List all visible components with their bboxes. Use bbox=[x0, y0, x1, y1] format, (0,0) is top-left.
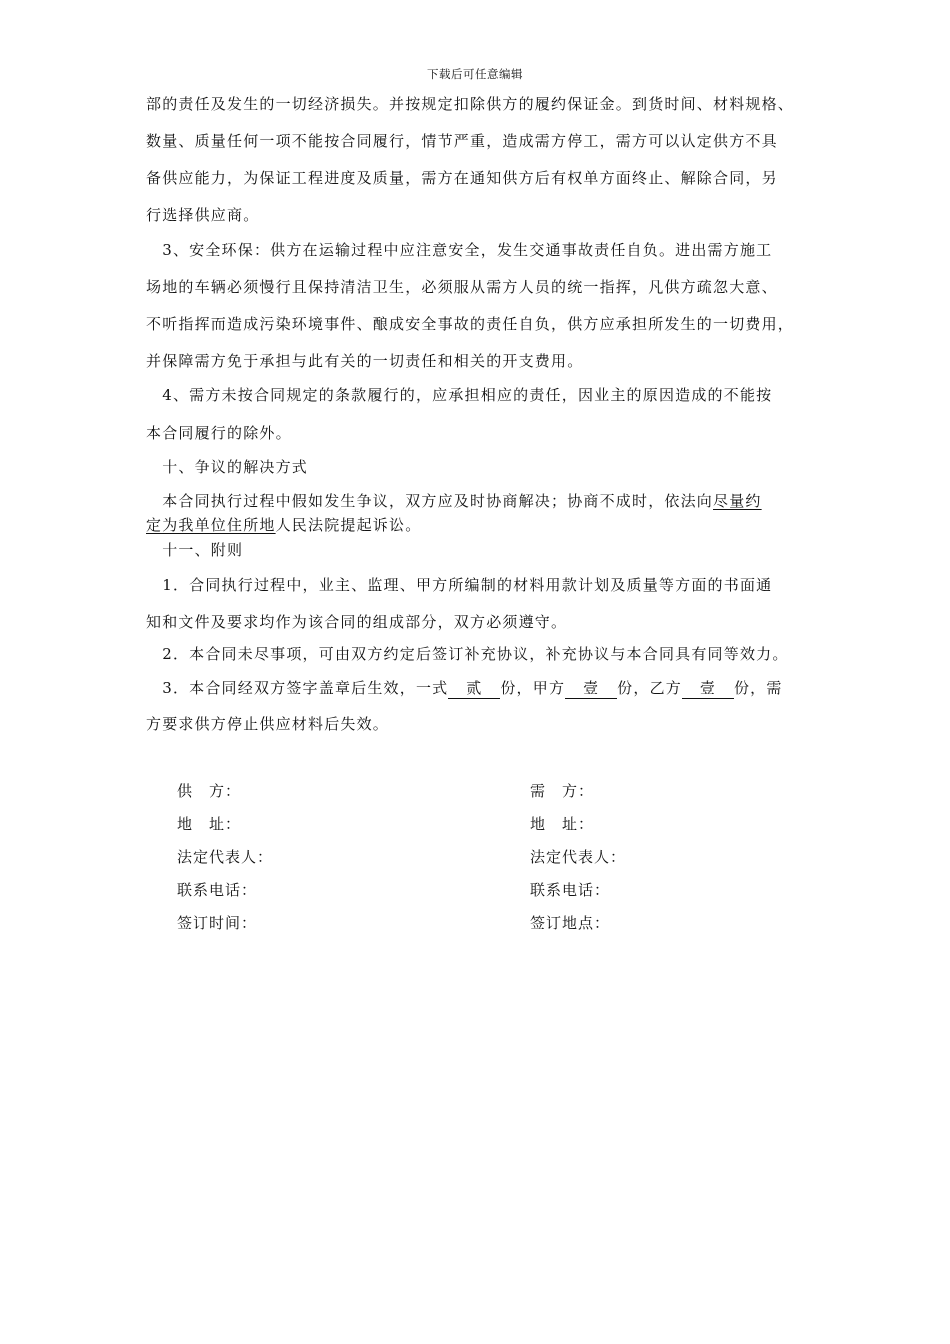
body-line: 行选择供应商。 bbox=[146, 206, 260, 224]
supplier-label: 供 方： bbox=[177, 782, 242, 800]
body-line: 并保障需方免于承担与此有关的一切责任和相关的开支费用。 bbox=[146, 352, 584, 370]
buyer-phone-label: 联系电话： bbox=[530, 881, 611, 899]
body-line: 部的责任及发生的一切经济损失。并按规定扣除供方的履约保证金。到货时间、材料规格、 bbox=[146, 95, 795, 113]
rule-2-line: 2．本合同未尽事项，可由双方约定后签订补充协议，补充协议与本合同具有同等效力。 bbox=[146, 645, 789, 663]
rule-3-text: 份，甲方 bbox=[500, 679, 566, 697]
buyer-legal-rep-label: 法定代表人： bbox=[530, 848, 627, 866]
buyer-address-label: 地 址： bbox=[530, 815, 595, 833]
total-copies-blank: 贰 bbox=[448, 679, 500, 699]
rule-3-text: 份，需 bbox=[733, 679, 783, 697]
body-line: 场地的车辆必须慢行且保持清洁卫生，必须服从需方人员的统一指挥，凡供方疏忽大意、 bbox=[146, 278, 778, 296]
signing-place-label: 签订地点： bbox=[530, 914, 611, 932]
supplier-phone-label: 联系电话： bbox=[177, 881, 258, 899]
dispute-line-2 bbox=[146, 514, 421, 535]
party-b-copies-blank: 壹 bbox=[682, 679, 734, 699]
supplier-legal-rep-label: 法定代表人： bbox=[177, 848, 274, 866]
clause-4-line: 4、需方未按合同规定的条款履行的，应承担相应的责任，因业主的原因造成的不能按 bbox=[146, 386, 773, 404]
rule-3-text: 份，乙方 bbox=[617, 679, 682, 697]
clause-3-line: 3、安全环保：供方在运输过程中应注意安全，发生交通事故责任自负。进出需方施工 bbox=[146, 241, 773, 259]
body-line: 知和文件及要求均作为该合同的组成部分，双方必须遵守。 bbox=[146, 613, 568, 631]
rule-3-line bbox=[146, 677, 783, 699]
dispute-line-1 bbox=[146, 490, 762, 511]
buyer-label: 需 方： bbox=[530, 782, 595, 800]
signing-time-label: 签订时间： bbox=[177, 914, 258, 932]
body-line: 备供应能力，为保证工程进度及质量，需方在通知供方后有权单方面终止、解除合同，另 bbox=[146, 169, 778, 187]
rule-1-line: 1．合同执行过程中，业主、监理、甲方所编制的材料用款计划及质量等方面的书面通 bbox=[146, 576, 773, 594]
dispute-text: 人民法院提起诉讼。 bbox=[275, 516, 422, 534]
page-header: 下载后可任意编辑 bbox=[427, 67, 523, 81]
dispute-venue-underlined: 尽量约 bbox=[713, 492, 762, 510]
party-a-copies-blank: 壹 bbox=[565, 679, 617, 699]
body-line: 本合同履行的除外。 bbox=[146, 424, 292, 442]
section-11-heading: 十一、附则 bbox=[146, 541, 244, 559]
section-10-heading: 十、争议的解决方式 bbox=[146, 458, 309, 476]
body-line: 方要求供方停止供应材料后失效。 bbox=[146, 715, 390, 733]
body-line: 数量、质量任何一项不能按合同履行，情节严重，造成需方停工，需方可以认定供方不具 bbox=[146, 132, 778, 150]
rule-3-text: 3．本合同经双方签字盖章后生效，一式 bbox=[146, 679, 449, 697]
dispute-text: 本合同执行过程中假如发生争议，双方应及时协商解决；协商不成时，依法向 bbox=[146, 492, 714, 510]
supplier-address-label: 地 址： bbox=[177, 815, 242, 833]
dispute-venue-underlined: 定为我单位住所地 bbox=[146, 516, 276, 534]
body-line: 不听指挥而造成污染环境事件、酿成安全事故的责任自负，供方应承担所发生的一切费用， bbox=[146, 315, 795, 333]
